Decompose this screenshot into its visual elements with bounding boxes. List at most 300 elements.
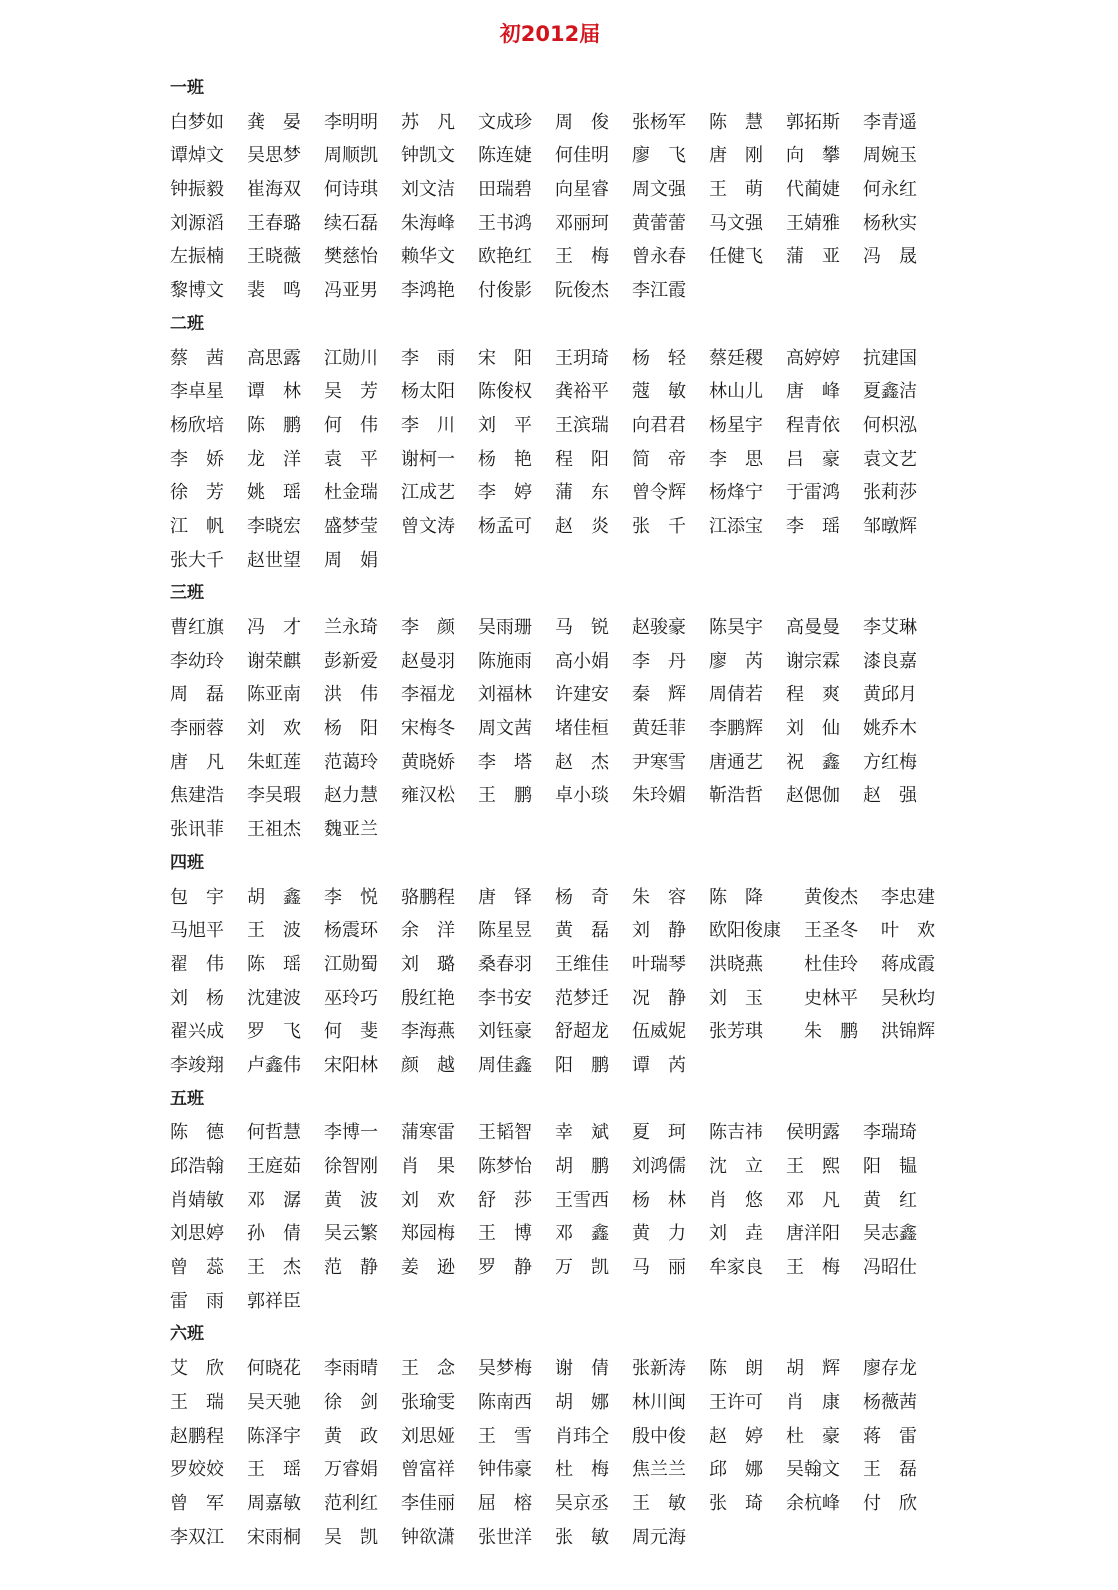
student-name: 唐 凡 (170, 751, 224, 773)
student-name: 程 爽 (786, 684, 840, 706)
student-name: 范 静 (324, 1257, 378, 1279)
student-name: 曾富祥 (401, 1459, 455, 1481)
student-name: 王 雪 (478, 1425, 532, 1447)
class-section (170, 308, 970, 578)
student-name: 周 磊 (170, 684, 224, 706)
student-name: 王 梅 (555, 246, 609, 268)
student-name: 范梦迁 (555, 987, 609, 1009)
student-name: 吴梦梅 (478, 1358, 532, 1380)
name-row (170, 712, 970, 746)
student-name: 刘鸿儒 (632, 1156, 686, 1177)
student-name: 刘文洁 (401, 179, 455, 201)
student-name: 陈 降 (709, 886, 763, 908)
name-row (170, 1116, 970, 1150)
student-name: 曾永春 (632, 246, 686, 268)
student-name: 邓 潺 (247, 1189, 301, 1211)
student-name: 李佳丽 (401, 1492, 455, 1514)
student-name: 赵偲伽 (786, 785, 840, 807)
student-name: 叶瑞琴 (632, 953, 686, 975)
student-name: 朱 鹏 (804, 1021, 858, 1043)
student-name: 宋雨桐 (247, 1526, 301, 1548)
student-name: 任健飞 (709, 246, 763, 268)
student-name: 何 斐 (324, 1021, 378, 1043)
student-name: 李福龙 (401, 684, 455, 706)
student-name: 周元海 (632, 1526, 686, 1548)
student-name: 刘 玉 (709, 987, 763, 1009)
student-name: 黄 政 (324, 1425, 378, 1447)
student-name: 王韬智 (478, 1122, 532, 1144)
student-name: 吴志鑫 (863, 1223, 917, 1245)
student-name: 洪 伟 (324, 684, 378, 706)
student-name: 王 梅 (786, 1257, 840, 1279)
name-row (170, 1352, 970, 1386)
class-heading: 一班 (170, 78, 204, 98)
student-name: 何佳明 (555, 145, 609, 167)
student-name: 钟伟豪 (478, 1459, 532, 1481)
student-name: 罗 飞 (247, 1021, 301, 1043)
student-name: 幸 斌 (555, 1122, 609, 1144)
student-name: 陈梦怡 (478, 1156, 532, 1177)
student-name: 李博一 (324, 1122, 378, 1144)
student-name: 徐 剑 (324, 1391, 378, 1413)
student-name: 杜 梅 (555, 1459, 609, 1481)
student-name: 江成艺 (401, 482, 455, 504)
name-row (170, 409, 970, 443)
student-name: 刘 欢 (247, 718, 301, 740)
student-name: 李 颜 (401, 617, 455, 638)
student-name: 张讯菲 (170, 819, 224, 841)
student-name: 刘钰豪 (478, 1021, 532, 1043)
name-row (170, 510, 970, 544)
class-section (170, 1083, 970, 1319)
student-name: 黄蕾蕾 (632, 212, 686, 234)
student-name: 肖 果 (401, 1156, 455, 1177)
student-name: 周文茜 (478, 718, 532, 740)
student-name: 何枳泓 (863, 414, 917, 436)
student-name: 杜 豪 (786, 1425, 840, 1447)
student-name: 谢柯一 (401, 448, 455, 470)
student-name: 吴 凯 (324, 1526, 378, 1548)
student-name: 周婉玉 (863, 145, 917, 167)
student-name: 方红梅 (863, 751, 917, 773)
student-name: 姚 瑶 (247, 482, 301, 504)
document-title: 初2012届 (499, 22, 601, 46)
student-name: 雍汉松 (401, 785, 455, 807)
student-name: 杨 奇 (555, 886, 609, 908)
student-name: 赵曼羽 (401, 650, 455, 672)
student-name: 吴翰文 (786, 1459, 840, 1481)
name-row (170, 443, 970, 477)
name-row (170, 1521, 970, 1555)
student-name: 赵力慧 (324, 785, 378, 807)
student-name: 吴天驰 (247, 1391, 301, 1413)
student-name: 唐 峰 (786, 381, 840, 403)
student-name: 肖婧敏 (170, 1189, 224, 1211)
student-name: 张 千 (632, 515, 686, 537)
student-name: 陈泽宇 (247, 1425, 301, 1447)
student-name: 龚 晏 (247, 111, 301, 133)
student-name: 唐洋阳 (786, 1223, 840, 1245)
student-name: 周倩若 (709, 684, 763, 706)
student-name: 赵 强 (863, 785, 917, 807)
student-name: 李雨晴 (324, 1358, 378, 1380)
student-name: 曾文涛 (401, 515, 455, 537)
student-name: 马旭平 (170, 920, 224, 942)
student-name: 颜 越 (401, 1054, 455, 1076)
student-name: 曾 蕊 (170, 1257, 224, 1279)
student-name: 刘 欢 (401, 1189, 455, 1211)
student-name: 吴云繁 (324, 1223, 378, 1245)
student-name: 雷 雨 (170, 1290, 224, 1312)
student-name: 宋梅冬 (401, 718, 455, 740)
student-name: 李青遥 (863, 111, 917, 133)
student-name: 杨薇茜 (863, 1391, 917, 1413)
student-name: 杜佳玲 (804, 953, 858, 975)
student-name: 于雷鸿 (786, 482, 840, 504)
student-name: 刘思娅 (401, 1425, 455, 1447)
student-name: 陈 瑶 (247, 953, 301, 975)
student-name: 左振楠 (170, 246, 224, 268)
student-name: 朱 容 (632, 886, 686, 908)
student-name: 黎博文 (170, 280, 224, 302)
student-name: 张 敏 (555, 1526, 609, 1548)
student-name: 冯 晟 (863, 246, 917, 268)
student-name: 徐 芳 (170, 482, 224, 504)
student-name: 冯亚男 (324, 280, 378, 302)
student-name: 张新涛 (632, 1358, 686, 1380)
student-name: 陈施雨 (478, 650, 532, 672)
student-name: 李 娇 (170, 448, 224, 470)
student-name: 邱浩翰 (170, 1156, 224, 1177)
class-heading: 三班 (170, 583, 204, 604)
student-name: 崔海双 (247, 179, 301, 201)
student-name: 李吴瑕 (247, 785, 301, 807)
student-name: 桑春羽 (478, 953, 532, 975)
student-name: 张莉莎 (863, 482, 917, 504)
student-name: 林山儿 (709, 381, 763, 403)
student-name: 蒋 雷 (863, 1425, 917, 1447)
student-name: 李 丹 (632, 650, 686, 672)
student-name: 阳 韫 (863, 1156, 917, 1177)
student-name: 吕 豪 (786, 448, 840, 470)
student-name: 陈吉祎 (709, 1122, 763, 1144)
student-name: 翟兴成 (170, 1021, 224, 1043)
student-name: 江 帆 (170, 515, 224, 537)
student-name: 欧艳红 (478, 246, 532, 268)
student-name: 续石磊 (324, 212, 378, 234)
student-name: 秦 辉 (632, 684, 686, 706)
student-name: 邓 凡 (786, 1189, 840, 1211)
name-row (170, 544, 970, 578)
student-name: 邱 娜 (709, 1459, 763, 1481)
student-name: 蔻 敏 (632, 381, 686, 403)
student-name: 陈亚南 (247, 684, 301, 706)
student-name: 王玥琦 (555, 347, 609, 369)
student-name: 张瑜雯 (401, 1391, 455, 1413)
student-name: 张世洋 (478, 1526, 532, 1548)
student-name: 张杨军 (632, 111, 686, 133)
student-name: 余杭峰 (786, 1492, 840, 1514)
student-name: 包 宇 (170, 886, 224, 908)
student-name: 王 波 (247, 920, 301, 942)
student-name: 杨欣培 (170, 414, 224, 436)
student-name: 王书鸿 (478, 212, 532, 234)
student-name: 向星睿 (555, 179, 609, 201)
student-name: 黄 波 (324, 1189, 378, 1211)
student-name: 陈 朗 (709, 1358, 763, 1380)
student-name: 代蔺婕 (786, 179, 840, 201)
student-name: 舒 莎 (478, 1189, 532, 1211)
student-name: 胡 鹏 (555, 1156, 609, 1177)
student-name: 周 娟 (324, 549, 378, 571)
student-name: 付俊影 (478, 280, 532, 302)
student-name: 郭拓斯 (786, 111, 840, 133)
student-name: 沈建波 (247, 987, 301, 1009)
student-name: 况 静 (632, 987, 686, 1009)
student-name: 文成珍 (478, 111, 532, 133)
student-name: 李书安 (478, 987, 532, 1009)
student-name: 宋阳林 (324, 1054, 378, 1076)
name-row (170, 106, 970, 140)
name-row (170, 1015, 970, 1049)
student-name: 何晓花 (247, 1358, 301, 1380)
student-name: 程 阳 (555, 448, 609, 470)
student-name: 史林平 (804, 987, 858, 1009)
student-name: 王 博 (478, 1223, 532, 1245)
student-name: 高曼曼 (786, 617, 840, 638)
student-name: 黄廷菲 (632, 718, 686, 740)
student-name: 罗 静 (478, 1257, 532, 1279)
student-name: 陈俊权 (478, 381, 532, 403)
student-name: 洪晓燕 (709, 953, 763, 975)
name-row (170, 342, 970, 376)
student-name: 赵鹏程 (170, 1425, 224, 1447)
student-name: 张 琦 (709, 1492, 763, 1514)
student-name: 李卓星 (170, 381, 224, 403)
student-name: 李 雨 (401, 347, 455, 369)
student-name: 刘 静 (632, 920, 686, 942)
student-name: 钟欲潇 (401, 1526, 455, 1548)
student-name: 朱海峰 (401, 212, 455, 234)
student-name: 杜金瑞 (324, 482, 378, 504)
student-name: 阳 鹏 (555, 1054, 609, 1076)
student-name: 牟家良 (709, 1257, 763, 1279)
student-name: 唐 刚 (709, 145, 763, 167)
student-name: 堵佳桓 (555, 718, 609, 740)
student-name: 袁文艺 (863, 448, 917, 470)
student-name: 尹寒雪 (632, 751, 686, 773)
student-name: 曾 军 (170, 1492, 224, 1514)
student-name: 叶 欢 (881, 920, 935, 942)
student-name: 陈南西 (478, 1391, 532, 1413)
student-name: 程青依 (786, 414, 840, 436)
name-row (170, 746, 970, 780)
student-name: 李竣翔 (170, 1054, 224, 1076)
student-name: 靳浩哲 (709, 785, 763, 807)
class-section (170, 847, 970, 1083)
name-row (170, 779, 970, 813)
student-name: 廖 飞 (632, 145, 686, 167)
student-name: 周顺凯 (324, 145, 378, 167)
student-name: 王祖杰 (247, 819, 301, 841)
student-name: 李 川 (401, 414, 455, 436)
student-name: 李鹏辉 (709, 718, 763, 740)
student-name: 徐智刚 (324, 1156, 378, 1177)
student-name: 谭焯文 (170, 145, 224, 167)
name-row (170, 1487, 970, 1521)
student-name: 江添宝 (709, 515, 763, 537)
student-name: 陈 慧 (709, 111, 763, 133)
student-name: 欧阳俊康 (709, 920, 781, 942)
student-name: 刘思婷 (170, 1223, 224, 1245)
student-name: 白梦如 (170, 111, 224, 133)
student-name: 舒超龙 (555, 1021, 609, 1043)
student-name: 陈星昱 (478, 920, 532, 942)
student-name: 谢荣麒 (247, 650, 301, 672)
student-name: 郭祥臣 (247, 1290, 301, 1312)
student-name: 刘 垚 (709, 1223, 763, 1245)
student-name: 洪锦辉 (881, 1021, 935, 1043)
student-name: 蒲 东 (555, 482, 609, 504)
student-name: 许建安 (555, 684, 609, 706)
student-name: 周 俊 (555, 111, 609, 133)
student-name: 刘 杨 (170, 987, 224, 1009)
student-name: 杨 林 (632, 1189, 686, 1211)
student-name: 李幼玲 (170, 650, 224, 672)
student-name: 邹暾辉 (863, 515, 917, 537)
student-name: 宋 阳 (478, 347, 532, 369)
student-name: 王 萌 (709, 179, 763, 201)
student-name: 王 瑶 (247, 1459, 301, 1481)
student-name: 龚裕平 (555, 381, 609, 403)
student-name: 樊慈怡 (324, 246, 378, 268)
student-name: 姚乔木 (863, 718, 917, 740)
student-name: 王 磊 (863, 1459, 917, 1481)
student-name: 魏亚兰 (324, 819, 378, 841)
student-name: 向 攀 (786, 145, 840, 167)
student-name: 李 瑶 (786, 515, 840, 537)
student-name: 王圣冬 (804, 920, 858, 942)
student-name: 王维佳 (555, 953, 609, 975)
student-name: 卢鑫伟 (247, 1054, 301, 1076)
student-name: 向君君 (632, 414, 686, 436)
student-name: 高小娟 (555, 650, 609, 672)
student-name: 谢 倩 (555, 1358, 609, 1380)
student-name: 翟 伟 (170, 953, 224, 975)
student-name: 王 瑞 (170, 1391, 224, 1413)
name-row (170, 813, 970, 847)
class-heading: 六班 (170, 1324, 204, 1345)
name-row (170, 1184, 970, 1218)
student-name: 杨太阳 (401, 381, 455, 403)
student-name: 王许可 (709, 1391, 763, 1413)
student-name: 王 熙 (786, 1156, 840, 1177)
student-name: 李双江 (170, 1526, 224, 1548)
student-name: 江勋蜀 (324, 953, 378, 975)
student-name: 杨星宇 (709, 414, 763, 436)
student-name: 刘 平 (478, 414, 532, 436)
student-name: 曾令辉 (632, 482, 686, 504)
student-name: 陈昊宇 (709, 617, 763, 638)
class-heading: 四班 (170, 852, 204, 873)
student-name: 林川闽 (632, 1391, 686, 1413)
student-name: 李海燕 (401, 1021, 455, 1043)
name-row (170, 611, 970, 645)
student-name: 赵世望 (247, 549, 301, 571)
student-name: 王雪西 (555, 1189, 609, 1211)
student-name: 万 凯 (555, 1257, 609, 1279)
student-name: 王滨瑞 (555, 414, 609, 436)
student-name: 黄 磊 (555, 920, 609, 942)
student-name: 杨震环 (324, 920, 378, 942)
student-name: 刘 仙 (786, 718, 840, 740)
name-row (170, 139, 970, 173)
student-name: 赵骏豪 (632, 617, 686, 638)
student-name: 马 丽 (632, 1257, 686, 1279)
student-name: 马 锐 (555, 617, 609, 638)
student-name: 张大千 (170, 549, 224, 571)
student-name: 唐 铎 (478, 886, 532, 908)
student-name: 殷中俊 (632, 1425, 686, 1447)
student-name: 何永红 (863, 179, 917, 201)
student-name: 廖存龙 (863, 1358, 917, 1380)
student-name: 高思露 (247, 347, 301, 369)
student-name: 焦建浩 (170, 785, 224, 807)
student-name: 吴 芳 (324, 381, 378, 403)
student-name: 盛梦莹 (324, 515, 378, 537)
student-name: 何 伟 (324, 414, 378, 436)
student-name: 邓 鑫 (555, 1223, 609, 1245)
student-name: 沈 立 (709, 1156, 763, 1177)
student-name: 黄 力 (632, 1223, 686, 1245)
student-name: 王 杰 (247, 1257, 301, 1279)
name-row (170, 645, 970, 679)
student-name: 李明明 (324, 111, 378, 133)
student-name: 姜 逊 (401, 1257, 455, 1279)
student-name: 黄晓娇 (401, 751, 455, 773)
student-name: 钟凯文 (401, 145, 455, 167)
student-name: 李江霞 (632, 280, 686, 302)
student-name: 朱虹莲 (247, 751, 301, 773)
student-name: 王 念 (401, 1358, 455, 1380)
student-name: 蒲寒雷 (401, 1122, 455, 1144)
student-name: 蒋成霞 (881, 953, 935, 975)
name-row (170, 476, 970, 510)
student-name: 王 鹏 (478, 785, 532, 807)
student-name: 艾 欣 (170, 1358, 224, 1380)
student-name: 李晓宏 (247, 515, 301, 537)
student-name: 赵 杰 (555, 751, 609, 773)
student-name: 杨 轻 (632, 347, 686, 369)
student-name: 李 婷 (478, 482, 532, 504)
name-row (170, 274, 970, 308)
student-name: 谢宗霖 (786, 650, 840, 672)
student-name: 胡 鑫 (247, 886, 301, 908)
student-name: 杨 阳 (324, 718, 378, 740)
name-row (170, 881, 970, 915)
student-name: 王庭茹 (247, 1156, 301, 1177)
student-name: 殷红艳 (401, 987, 455, 1009)
name-row (170, 375, 970, 409)
name-row (170, 240, 970, 274)
student-name: 苏 凡 (401, 111, 455, 133)
student-name: 肖玮仝 (555, 1425, 609, 1447)
student-name: 周文强 (632, 179, 686, 201)
student-name: 黄 红 (863, 1189, 917, 1211)
student-name: 马文强 (709, 212, 763, 234)
student-name: 范蔼玲 (324, 751, 378, 773)
class-section (170, 1318, 970, 1554)
